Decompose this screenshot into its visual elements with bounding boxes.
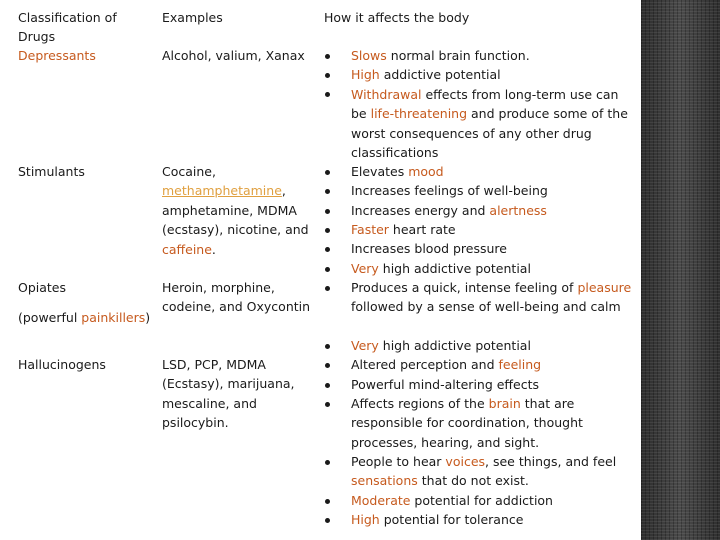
bullet-icon (324, 170, 332, 178)
effect-item: Affects regions of the brain that are responsible for coordination, thought processes, hearing, and sight. (351, 396, 583, 450)
effect-item: Slows normal brain function. (351, 48, 530, 63)
bullet-icon (324, 286, 332, 294)
bullet-icon (324, 247, 332, 255)
row-name-hallucinogens: Hallucinogens (18, 357, 106, 372)
effect-item: Powerful mind-altering effects (351, 377, 540, 392)
bullet-icon (324, 92, 332, 100)
header-classification: Classification of Drugs (18, 10, 117, 45)
effect-item: Withdrawal effects from long-term use can be life-threatening and produce some of the worst consequences of any other drug classifications (351, 87, 628, 161)
opiates-subtitle: (powerful painkillers) (18, 310, 151, 325)
bullet-icon (324, 209, 332, 217)
row-name-opiates: Opiates (18, 280, 67, 295)
row-name-stimulants: Stimulants (18, 164, 85, 179)
examples-stimulants: Cocaine, methamphetamine, amphetamine, MDMA (ecstasy), nicotine, and caffeine. (162, 164, 309, 257)
examples-hallucinogens: LSD, PCP, MDMA (Ecstasy), marijuana, mescaline, and psilocybin. (162, 357, 295, 431)
effect-item: Very high addictive potential (351, 338, 531, 353)
effect-item: Moderate potential for addiction (351, 493, 553, 508)
effect-item: Increases energy and alertness (351, 203, 547, 218)
bullet-icon (324, 267, 332, 275)
row-name-depressants: Depressants (18, 48, 96, 63)
effect-item: High potential for tolerance (351, 512, 524, 527)
effect-item: Increases feelings of well-being (351, 183, 548, 198)
effect-item: People to hear voices, see things, and feel sensations that do not exist. (351, 454, 617, 489)
header-examples: Examples (162, 10, 223, 25)
effect-item: Produces a quick, intense feeling of pleasure followed by a sense of well-being and calm (351, 280, 632, 315)
effect-item: Altered perception and feeling (351, 357, 542, 372)
bullet-icon (324, 363, 332, 371)
header-effects: How it affects the body (324, 10, 470, 25)
bullet-icon (324, 402, 332, 410)
bullet-icon (324, 518, 332, 526)
bullet-icon (324, 228, 332, 236)
effect-item: High addictive potential (351, 67, 501, 82)
bullet-icon (324, 54, 332, 62)
effect-item: Very high addictive potential (351, 261, 531, 276)
examples-depressants: Alcohol, valium, Xanax (162, 48, 305, 63)
bullet-icon (324, 73, 332, 81)
effect-item: Elevates mood (351, 164, 444, 179)
examples-opiates: Heroin, morphine, codeine, and Oxycontin (162, 280, 311, 315)
effect-item: Faster heart rate (351, 222, 456, 237)
bullet-icon (324, 189, 332, 197)
bullet-icon (324, 344, 332, 352)
methamphetamine-link[interactable]: methamphetamine (162, 183, 282, 199)
decorative-side-panel (641, 0, 720, 540)
bullet-icon (324, 460, 332, 468)
bullet-icon (324, 499, 332, 507)
bullet-icon (324, 383, 332, 391)
effect-item: Increases blood pressure (351, 241, 507, 256)
